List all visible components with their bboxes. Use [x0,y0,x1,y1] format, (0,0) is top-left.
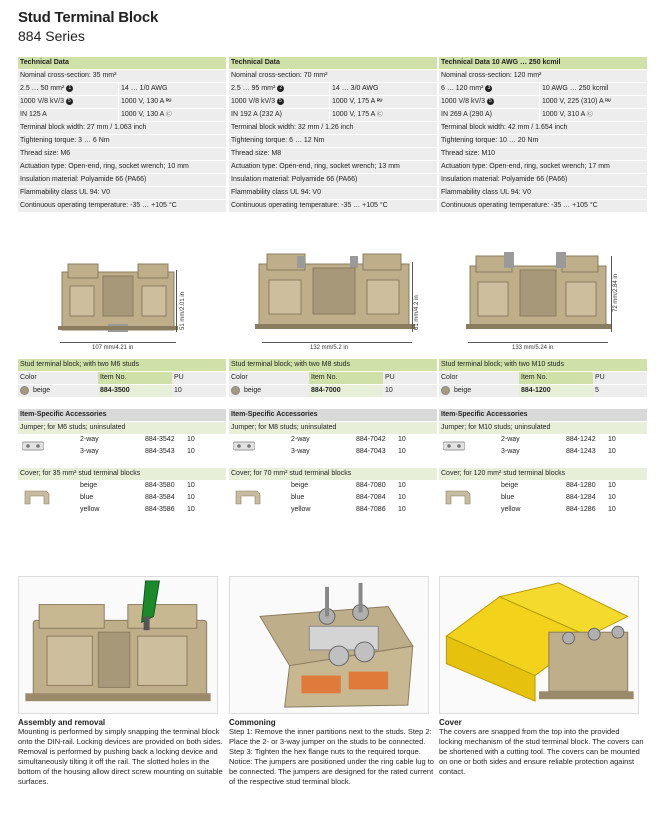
tech-data-header: Technical Data 10 AWG … 250 kcmil [439,57,647,69]
tech-row-2 [229,96,437,108]
accessories-header: Item-Specific Accessories [18,409,226,421]
technical-data-table [229,57,437,212]
pu-value: 10 [385,387,393,394]
height-dimension: 51 mm/2.01 in [180,291,186,330]
insulation-material: Insulation material: Polyamide 66 (PA66) [18,174,226,186]
terminal-block-m8-image [255,252,415,342]
footnote-badge: 3 [485,85,492,92]
page-title: Stud Terminal Block [18,9,159,26]
wire-range: 2.5 … 95 mm² [231,85,276,92]
ordering-row [18,385,226,397]
actuation-type: Actuation type: Open-end, ring, socket wrench; 13 mm [229,161,437,173]
col-color: Color [231,374,248,381]
tightening-torque: Tightening torque: 10 … 20 Nm [439,135,647,147]
color-value: beige [33,387,51,394]
jumper-icon [443,441,465,451]
caption-title: Commoning [229,718,276,727]
ordering-header-row [18,372,226,384]
jumper-icon [233,441,255,451]
awg-range: 14 … 3/0 AWG [332,85,379,92]
wire-range: 6 … 120 mm² [441,85,484,92]
item-number: 884-7000 [309,385,383,397]
height-dimension: 61 mm/4.2 in [414,295,420,330]
cross-section: Nominal cross-section: 35 mm² [18,70,226,82]
thread-size: Thread size: M6 [18,148,226,160]
col-color: Color [441,374,458,381]
color-value: beige [454,387,472,394]
tightening-torque: Tightening torque: 3 … 6 Nm [18,135,226,147]
tech-row-2 [439,96,647,108]
pu-value: 5 [595,387,599,394]
cover-icon [24,488,50,506]
footnote-badge: 5 [277,98,284,105]
cover-row: blue 884-7084 10 [291,494,406,501]
flammability-class: Flammability class UL 94: V0 [18,187,226,199]
tech-row-1 [18,83,226,95]
rated-current: IN 125 A [18,109,119,121]
operating-temperature: Continuous operating temperature: -35 … +105 °C [18,200,226,212]
height-dimension-line [611,256,612,332]
jumper-row: 3-way 884-1243 10 [501,448,616,455]
beige-color-swatch [231,386,240,395]
csa-rating: 1000 V, 175 A [332,111,375,118]
thread-size: Thread size: M8 [229,148,437,160]
footnote-badge: 2 [277,85,284,92]
cover-photo [439,576,639,714]
cover-icon [445,488,471,506]
ordering-block [439,359,647,516]
product-column [18,57,226,212]
flammability-class: Flammability class UL 94: V0 [229,187,437,199]
product-column [439,57,647,212]
col-item-no: Item No. [519,372,593,384]
tech-row-1 [229,83,437,95]
caption-block [18,718,223,787]
ul-mark-icon: ᴿᵁ [376,99,383,105]
footnote-badge: 5 [66,98,73,105]
height-dimension-line [412,262,413,332]
height-dimension: 72 mm/2.84 in [613,273,619,312]
technical-data-table [18,57,226,212]
col-pu: PU [174,374,184,381]
color-value: beige [244,387,262,394]
awg-range: 10 AWG … 250 kcmil [542,85,609,92]
ordering-block [18,359,226,516]
accessories-header: Item-Specific Accessories [229,409,437,421]
flammability-class: Flammability class UL 94: V0 [439,187,647,199]
col-pu: PU [595,374,605,381]
cover-icon [235,488,261,506]
footnote-badge: 1 [66,85,73,92]
cover-row: beige 884-3580 10 [80,482,195,489]
caption-text: Step 1: Remove the inner partitions next to the studs. Step 2: Place the 2- or 3-way jumper on the studs to be connected. Step 3: Tighten the hex flange nuts to the required torque. Notice: The jumpers are positioned under the ring cable lug to be connected. The jumpers are designed for the rated current of the respective stud terminal block. [229,727,434,786]
series-subtitle: 884 Series [18,28,85,44]
col-color: Color [20,374,37,381]
width-dimension: 107 mm/4.21 in [92,345,134,351]
actuation-type: Actuation type: Open-end, ring, socket wrench; 10 mm [18,161,226,173]
caption-block [229,718,434,787]
ordering-row [439,385,647,397]
terminal-block-m6-image [58,262,178,342]
cover-title: Cover; for 120 mm² stud terminal blocks [439,468,647,480]
ul-mark-icon: ᴿᵁ [605,99,611,105]
width-dimension: 132 mm/5.2 in [310,345,349,351]
width-dimension-line [262,342,412,343]
cover-row: blue 884-3584 10 [80,494,195,501]
block-width: Terminal block width: 27 mm / 1.063 inch [18,122,226,134]
beige-color-swatch [20,386,29,395]
tech-row-1 [439,83,647,95]
technical-data-table [439,57,647,212]
caption-text: Mounting is performed by simply snapping the terminal block onto the DIN-rail. Locking devices are provided on both sides. Removal is performed by pushing back a locking device and simultaneously tilting it off the rail. The slotted holes in the bottom of the housing allow direct screw mounting on suitable surfaces. [18,727,223,786]
item-number: 884-1200 [519,385,593,397]
jumper-title: Jumper; for M8 studs; uninsulated [229,422,437,434]
ul-rating: 1000 V, 225 (310) A [542,98,604,105]
jumper-row: 2-way 884-3542 10 [80,436,195,443]
cross-section: Nominal cross-section: 120 mm² [439,70,647,82]
csa-rating: 1000 V, 130 A [121,111,164,118]
accessories-header: Item-Specific Accessories [439,409,647,421]
item-number: 884-3500 [98,385,172,397]
product-column [229,57,437,212]
actuation-type: Actuation type: Open-end, ring, socket wrench; 17 mm [439,161,647,173]
cross-section: Nominal cross-section: 70 mm² [229,70,437,82]
ul-rating: 1000 V, 130 A [121,98,164,105]
height-dimension-line [176,270,177,332]
tightening-torque: Tightening torque: 6 … 12 Nm [229,135,437,147]
rated-current: IN 269 A (290 A) [439,109,540,121]
pu-value: 10 [174,387,182,394]
jumper-row: 2-way 884-1242 10 [501,436,616,443]
rated-current: IN 192 A (232 A) [229,109,330,121]
col-item-no: Item No. [98,372,172,384]
insulation-material: Insulation material: Polyamide 66 (PA66) [229,174,437,186]
csa-mark-icon: Ⓒ [586,112,593,118]
cover-row: beige 884-7080 10 [291,482,406,489]
commoning-photo [229,576,429,714]
cover-row: beige 884-1280 10 [501,482,616,489]
csa-rating: 1000 V, 310 A [542,111,585,118]
voltage-rating: 1000 V/8 kV/3 [20,98,64,105]
tech-row-2 [18,96,226,108]
tech-data-header: Technical Data [18,57,226,69]
ul-mark-icon: ᴿᵁ [165,99,172,105]
cover-row: yellow 884-1286 10 [501,506,616,513]
col-item-no: Item No. [309,372,383,384]
jumper-icon [22,441,44,451]
ul-rating: 1000 V, 175 A [332,98,375,105]
footnote-badge: 5 [487,98,494,105]
product-title: Stud terminal block; with two M8 studs [229,359,437,371]
col-pu: PU [385,374,395,381]
ordering-row [229,385,437,397]
beige-color-swatch [441,386,450,395]
width-dimension-line [60,342,176,343]
cover-row: yellow 884-7086 10 [291,506,406,513]
ordering-block [229,359,437,516]
awg-range: 14 … 1/0 AWG [121,85,168,92]
jumper-row: 3-way 884-3543 10 [80,448,195,455]
tech-row-3 [439,109,647,121]
operating-temperature: Continuous operating temperature: -35 … +105 °C [229,200,437,212]
width-dimension: 133 mm/5.24 in [512,345,554,351]
operating-temperature: Continuous operating temperature: -35 … +105 °C [439,200,647,212]
wire-range: 2.5 … 50 mm² [20,85,65,92]
tech-row-3 [229,109,437,121]
assembly-photo [18,576,218,714]
width-dimension-line [468,342,608,343]
jumper-row: 2-way 884-7042 10 [291,436,406,443]
block-width: Terminal block width: 32 mm / 1.26 inch [229,122,437,134]
jumper-title: Jumper; for M10 studs; uninsulated [439,422,647,434]
csa-mark-icon: Ⓒ [165,112,172,118]
tech-data-header: Technical Data [229,57,437,69]
voltage-rating: 1000 V/8 kV/3 [441,98,485,105]
jumper-title: Jumper; for M6 studs; uninsulated [18,422,226,434]
caption-title: Cover [439,718,462,727]
tech-row-3 [18,109,226,121]
terminal-block-m10-image [466,252,611,342]
voltage-rating: 1000 V/8 kV/3 [231,98,275,105]
caption-title: Assembly and removal [18,718,106,727]
caption-block [439,718,644,777]
cover-row: blue 884-1284 10 [501,494,616,501]
cover-row: yellow 884-3586 10 [80,506,195,513]
ordering-header-row [439,372,647,384]
cover-title: Cover; for 35 mm² stud terminal blocks [18,468,226,480]
insulation-material: Insulation material: Polyamide 66 (PA66) [439,174,647,186]
product-title: Stud terminal block; with two M10 studs [439,359,647,371]
product-title: Stud terminal block; with two M6 studs [18,359,226,371]
jumper-row: 3-way 884-7043 10 [291,448,406,455]
caption-text: The covers are snapped from the top into the provided locking mechanism of the stud terminal block. The covers can be shortened with a cutting tool. The covers can be mounted on one or both sides and ensure reliable protection against contact. [439,727,644,776]
thread-size: Thread size: M10 [439,148,647,160]
cover-title: Cover; for 70 mm² stud terminal blocks [229,468,437,480]
ordering-header-row [229,372,437,384]
block-width: Terminal block width: 42 mm / 1.654 inch [439,122,647,134]
csa-mark-icon: Ⓒ [376,112,383,118]
